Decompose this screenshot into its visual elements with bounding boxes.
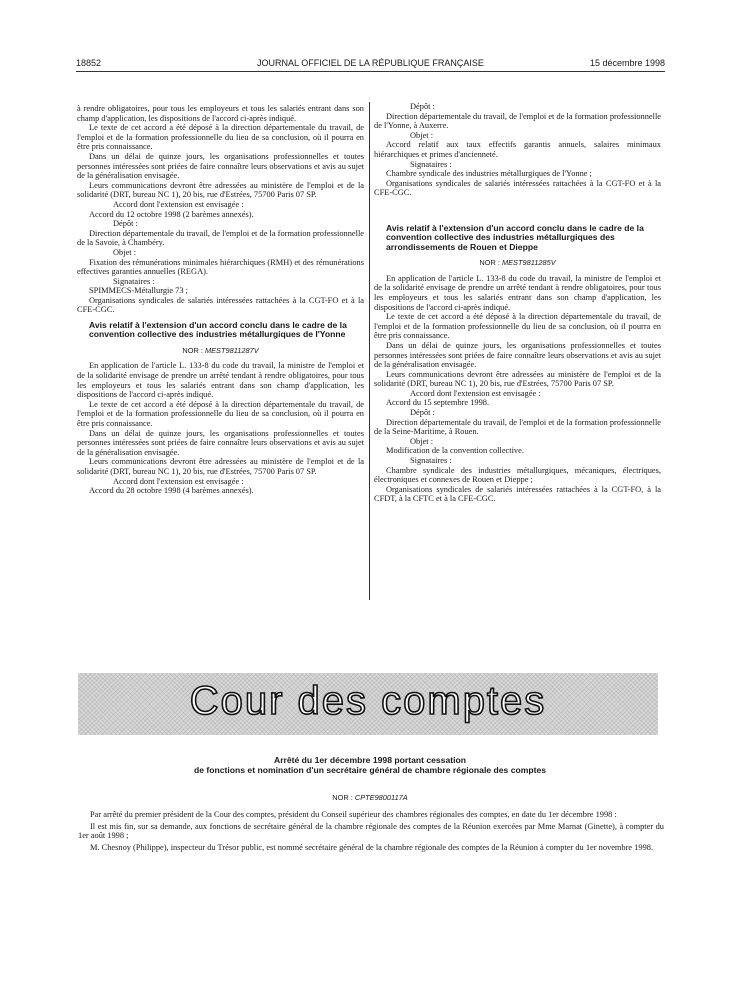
nor-reference [76, 793, 664, 802]
section-label: Accord dont l'extension est envisagée : [410, 388, 541, 398]
nor-code: CPTE9800117A [354, 793, 408, 802]
section-label: Accord dont l'extension est envisagée : [113, 199, 244, 209]
paragraph: Dans un délai de quinze jours, les organisations professionnelles et toutes personnes intéressées sont priées de faire connaître leurs observations et avis au sujet de la généralisation envisagée. [77, 428, 364, 457]
decree-title-line: de fonctions et nomination d'un secrétaire général de chambre régionale des comptes [193, 765, 547, 775]
nor-label: NOR : [182, 345, 203, 355]
paragraph: Leurs communications devront être adressées au ministère de l'emploi et de la solidarité (DRT, bureau NC 1), 20 bis, rue d'Estrées, 75700 Paris 07 SP. [77, 180, 364, 200]
section-banner-title: Cour des comptes [189, 679, 547, 723]
section-label: Dépôt : [113, 219, 138, 229]
left-column [77, 104, 364, 496]
paragraph: Direction départementale du travail, de l'emploi et de la formation professionnelle de la Savoie, à Chambéry. [77, 228, 364, 248]
section-label: Dépôt : [410, 408, 435, 418]
notice-title: Avis relatif à l'extension d'un accord conclu dans le cadre de la convention collective des industries métallurgiques des arrondissements de Rouen et Dieppe [386, 222, 644, 252]
paragraph: Il est mis fin, sur sa demande, aux fonctions de secrétaire général de la chambre régionale des comptes de la Réunion exercées par Mme Marnat (Ginette), à compter du 1er août 1998 ; [78, 821, 664, 841]
paragraph: En application de l'article L. 133-8 du code du travail, la ministre de l'emploi et de la solidarité envisage de prendre un arrêté tendant à rendre obligatoires, pour tous les employeurs et tous les salariés entrant dans son champ d'application, les dispositions de l'accord ci-après indiqué. [374, 273, 661, 312]
paragraph: Le texte de cet accord a été déposé à la direction départementale du travail, de l'emploi et de la formation professionnelle du lieu de sa conclusion, où il pourra en être pris connaissance. [374, 312, 661, 341]
nor-reference [374, 258, 661, 268]
paragraph: Direction départementale du travail, de l'emploi et de la formation professionnelle de l'Yonne, à Auxerre. [374, 111, 661, 131]
decree-body [78, 810, 664, 854]
section-label: Signataires : [410, 456, 452, 466]
section-label: Objet : [113, 247, 137, 257]
journal-title: JOURNAL OFFICIEL DE LA RÉPUBLIQUE FRANÇAISE [257, 58, 484, 68]
paragraph: Organisations syndicales de salariés intéressées rattachées à la CGT-FO, à la CFDT, à la CFTC et à la CFE-CGC. [374, 484, 661, 504]
paragraph: Accord relatif aux taux effectifs garantis annuels, salaires minimaux hiérarchiques et primes d'ancienneté. [374, 140, 661, 159]
paragraph: SPIMMECS-Métallurgie 73 ; [89, 286, 188, 296]
section-label: Objet : [410, 436, 434, 446]
paragraph: à rendre obligatoires, pour tous les employeurs et tous les salariés entrant dans son champ d'application, les dispositions de l'accord ci-après indiqué. [77, 104, 364, 123]
paragraph: Accord du 12 octobre 1998 (2 barèmes annexés). [89, 209, 254, 219]
section-label: Signataires : [410, 159, 452, 169]
paragraph: Le texte de cet accord a été déposé à la direction départementale du travail, de l'emploi et de la formation professionnelle du lieu de sa conclusion, où il pourra en être pris connaissance. [77, 399, 364, 429]
paragraph: Le texte de cet accord a été déposé à la direction départementale du travail, de l'emploi et de la formation professionnelle du lieu de sa conclusion, où il pourra en être pris connaissance. [77, 123, 364, 152]
paragraph: Leurs communications devront être adressées au ministère de l'emploi et de la solidarité (DRT, bureau NC 1), 20 bis, rue d'Estrées, 75700 Paris 07 SP. [374, 369, 661, 389]
paragraph: Dans un délai de quinze jours, les organisations professionnelles et toutes personnes intéressées sont priées de faire connaître leurs observations et avis au sujet de la généralisation envisagée. [77, 151, 364, 181]
section-label: Signataires : [113, 276, 155, 286]
paragraph: Accord du 28 octobre 1998 (4 barèmes annexés). [89, 486, 254, 496]
paragraph: Leurs communications devront être adressées au ministère de l'emploi et de la solidarité (DRT, bureau NC 1), 20 bis, rue d'Estrées, 75700 Paris 07 SP. [77, 457, 364, 476]
paragraph: Fixation des rémunérations minimales hiérarchiques (RMH) et des rémunérations effectives garanties annuelles (REGA). [77, 257, 364, 277]
nor-code: MEST9811287V [204, 345, 259, 355]
page-header [76, 56, 665, 72]
nor-code: MEST9811285V [501, 258, 556, 268]
paragraph: Accord du 15 septembre 1998. [386, 398, 490, 408]
right-column [374, 102, 661, 504]
page-number: 18852 [76, 58, 102, 68]
paragraph: Chambre syndicale des industries métallurgiques, mécaniques, électriques, électroniques et connexes de Rouen et Dieppe ; [374, 465, 661, 485]
paragraph: Organisations syndicales de salariés intéressées rattachées à la CGT-FO et à la CFE-CGC. [77, 295, 364, 315]
paragraph: En application de l'article L. 133-8 du code du travail, la ministre de l'emploi et de la solidarité envisage de prendre un arrêté tendant à rendre obligatoires, pour tous les employeurs et tous les salariés entrant dans son champ d'application, les dispositions de l'accord ci-après indiqué. [77, 361, 364, 400]
paragraph: Chambre syndicale des industries métallurgiques de l'Yonne ; [386, 169, 592, 179]
nor-label: NOR : [479, 258, 500, 268]
issue-date: 15 décembre 1998 [589, 58, 665, 68]
paragraph: Organisations syndicales de salariés intéressées rattachées à la CGT-FO et à la CFE-CGC. [374, 178, 661, 198]
nor-label: NOR : [332, 793, 353, 802]
header-rule [76, 71, 665, 72]
section-banner [78, 673, 658, 735]
paragraph: Modification de la convention collective. [386, 446, 524, 456]
column-divider [369, 102, 370, 600]
section-label: Dépôt : [410, 102, 435, 111]
paragraph: Par arrêté du premier président de la Cour des comptes, président du Conseil supérieur des chambres régionales des comptes, en date du 1er décembre 1998 : [90, 810, 617, 819]
section-label: Objet : [410, 130, 434, 140]
paragraph: Dans un délai de quinze jours, les organisations professionnelles et toutes personnes intéressées sont priées de faire connaître leurs observations et avis au sujet de la généralisation envisagée. [374, 340, 661, 370]
paragraph: Direction départementale du travail, de l'emploi et de la formation professionnelle de la Seine-Maritime, à Rouen. [374, 417, 661, 437]
decree-title [76, 755, 664, 775]
paragraph: M. Chesnoy (Philippe), inspecteur du Trésor public, est nommé secrétaire général de la chambre régionale des comptes de la Réunion à compter du 1er novembre 1998. [90, 842, 654, 852]
decree-title-line: Arrêté du 1er décembre 1998 portant cessation [273, 755, 466, 765]
nor-reference [77, 346, 364, 356]
notice-title: Avis relatif à l'extension d'un accord conclu dans le cadre de la convention collective des industries métallurgiques de l'Yonne [89, 320, 347, 340]
section-label: Accord dont l'extension est envisagée : [113, 476, 244, 486]
